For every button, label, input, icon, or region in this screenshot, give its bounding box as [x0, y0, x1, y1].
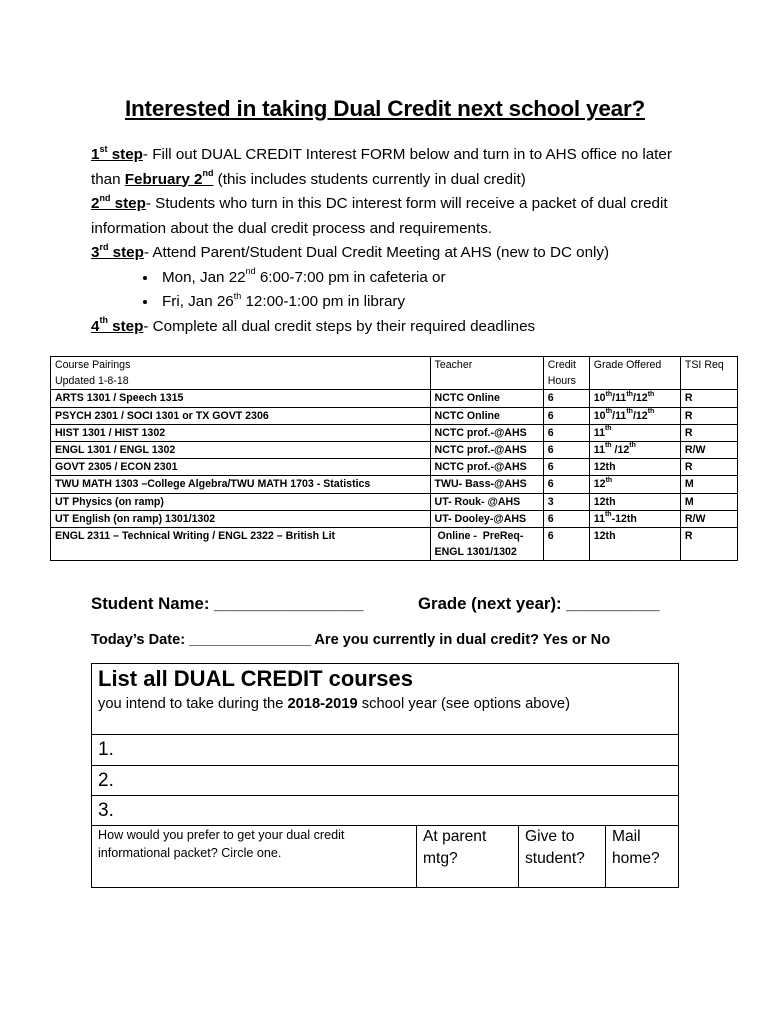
table-row: UT Physics (on ramp) UT- Rouk- @AHS 3 12th M — [51, 493, 738, 510]
packet-preference-row — [92, 826, 679, 888]
grade-cell: 11th-12th — [589, 510, 680, 527]
course-entry-row — [92, 766, 679, 796]
table-row: GOVT 2305 / ECON 2301 NCTC prof.-@AHS 6 12th R — [51, 459, 738, 476]
grade-cell: 12th — [589, 476, 680, 493]
page-title: Interested in taking Dual Credit next school year? — [124, 96, 646, 121]
col-tsi-header: TSI Req — [680, 357, 737, 390]
step-1: 1st step- Fill out DUAL CREDIT Interest FORM below and turn in to AHS office no later than February 2nd (this includes students currently in dual credit) — [91, 143, 672, 188]
option-give-to-student[interactable]: Give to student? — [519, 826, 606, 888]
dual-credit-plan-table — [91, 663, 679, 888]
meeting-item: • Fri, Jan 26th 12:00-1:00 pm in library — [158, 290, 691, 315]
plan-title: List all DUAL CREDIT courses — [98, 666, 413, 691]
step-2: 2nd step- Students who turn in this DC interest form will receive a packet of dual credit information about the dual credit process and requirements. — [91, 192, 668, 237]
course-pairings-table — [50, 356, 738, 561]
steps-section — [91, 143, 691, 339]
course-entry-1[interactable]: 1. — [92, 735, 679, 766]
grade-cell: 12th — [589, 459, 680, 476]
table-row: ARTS 1301 / Speech 1315 NCTC Online 6 10th/11th/12th R — [51, 390, 738, 407]
packet-question: How would you prefer to get your dual credit informational packet? Circle one. — [92, 826, 417, 888]
course-entry-row — [92, 735, 679, 766]
student-name-line — [91, 594, 691, 614]
course-entry-3[interactable]: 3. — [92, 796, 679, 826]
col-hours-header: Credit Hours — [543, 357, 589, 390]
grade-cell: 10th/11th/12th — [589, 390, 680, 407]
course-entry-row — [92, 796, 679, 826]
grade-cell: 10th/11th/12th — [589, 407, 680, 424]
table-row: PSYCH 2301 / SOCI 1301 or TX GOVT 2306 NCTC Online 6 10th/11th/12th R — [51, 407, 738, 424]
col-grade-header: Grade Offered — [589, 357, 680, 390]
col-course-header: Course Pairings Updated 1-8-18 — [51, 357, 431, 390]
plan-header-row — [92, 664, 679, 735]
grade-cell: 11th /12th — [589, 442, 680, 459]
student-name-field[interactable]: Student Name: ________________ — [91, 594, 364, 613]
table-row: HIST 1301 / HIST 1302 NCTC prof.-@AHS 6 11th R — [51, 424, 738, 441]
table-header-row — [51, 357, 738, 390]
todays-date-field[interactable]: Today’s Date: _______________ Are you currently in dual credit? Yes or No — [91, 632, 611, 648]
plan-subtitle: you intend to take during the 2018-2019 school year (see options above) — [98, 696, 570, 712]
col-teacher-header: Teacher — [430, 357, 543, 390]
option-mail-home[interactable]: Mail home? — [606, 826, 679, 888]
grade-cell: 11th — [589, 424, 680, 441]
meeting-list — [91, 266, 691, 315]
step-2-label: 2nd step — [91, 192, 146, 212]
grade-cell: 12th — [589, 528, 680, 561]
course-entry-2[interactable]: 2. — [92, 766, 679, 796]
step-3: 3rd step- Attend Parent/Student Dual Credit Meeting at AHS (new to DC only) — [91, 241, 610, 261]
grade-next-year-field[interactable]: Grade (next year): __________ — [418, 594, 660, 613]
step-1-label: 1st step — [91, 143, 143, 163]
step-4: 4th step- Complete all dual credit steps by their required deadlines — [91, 315, 536, 335]
option-parent-meeting[interactable]: At parent mtg? — [417, 826, 519, 888]
step-3-label: 3rd step — [91, 241, 144, 261]
grade-cell: 12th — [589, 493, 680, 510]
step-4-label: 4th step — [91, 315, 144, 335]
table-row: ENGL 1301 / ENGL 1302 NCTC prof.-@AHS 6 11th /12th R/W — [51, 442, 738, 459]
table-row: UT English (on ramp) 1301/1302 UT- Dooley-@AHS 6 11th-12th R/W — [51, 510, 738, 527]
table-row: TWU MATH 1303 –College Algebra/TWU MATH 1703 - Statistics TWU- Bass-@AHS 6 12th M — [51, 476, 738, 493]
deadline: February 2nd — [124, 168, 214, 188]
meeting-item: • Mon, Jan 22nd 6:00-7:00 pm in cafeteria or — [158, 266, 691, 291]
table-row: ENGL 2311 – Technical Writing / ENGL 2322 – British Lit Online - PreReq- ENGL 1301/1302 6 12th R — [51, 528, 738, 561]
